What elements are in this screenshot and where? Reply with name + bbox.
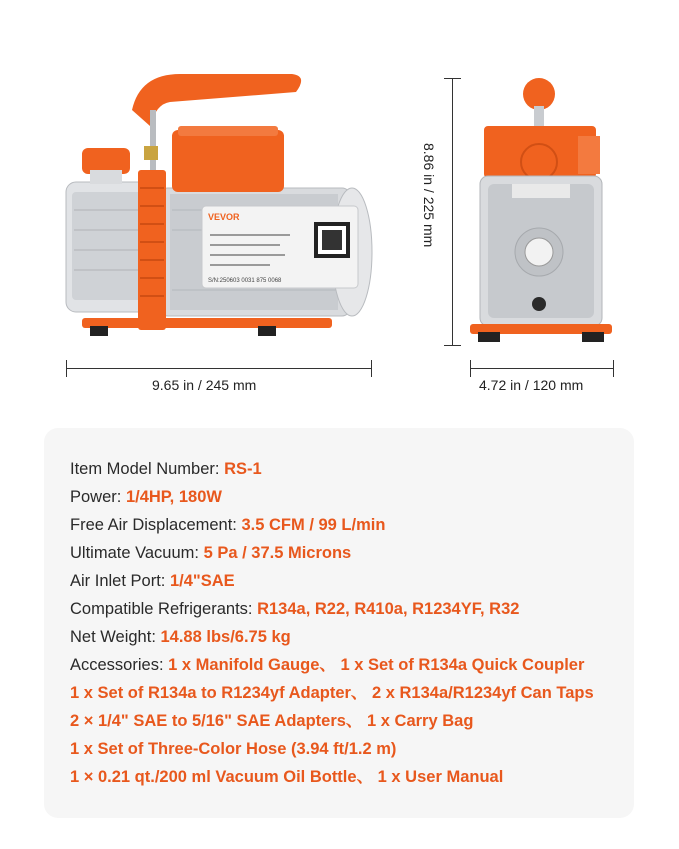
pump-side-view [60, 70, 380, 340]
spec-key: Net Weight: [70, 628, 161, 646]
accessories-line: 1 x Set of R134a to R1234yf Adapter、 2 x R134a/R1234yf Can Taps [70, 684, 594, 702]
spec-weight [70, 627, 291, 647]
spec-key: Compatible Refrigerants: [70, 600, 258, 618]
spec-key: Power: [70, 488, 126, 506]
spec-inlet [70, 571, 235, 591]
accessories-line: 2 × 1/4" SAE to 5/16" SAE Adapters、 1 x Carry Bag [70, 712, 474, 730]
height-label: 8.86 in / 225 mm [421, 143, 437, 248]
accessories-line: 1 × 0.21 qt./200 ml Vacuum Oil Bottle、 1 x User Manual [70, 768, 504, 786]
front-width-label: 4.72 in / 120 mm [479, 377, 584, 393]
spec-value: 5 Pa / 37.5 Microns [203, 544, 352, 562]
spec-model [70, 459, 262, 479]
side-width-dimension-line [66, 368, 372, 369]
side-width-label: 9.65 in / 245 mm [152, 377, 257, 393]
accessories-line: 1 x Set of Three-Color Hose (3.94 ft/1.2 m) [70, 740, 397, 758]
spec-key: Free Air Displacement: [70, 516, 242, 534]
spec-key: Item Model Number: [70, 460, 225, 478]
front-width-dimension-line [470, 368, 614, 369]
spec-value: RS-1 [224, 460, 262, 478]
spec-vacuum [70, 543, 351, 563]
spec-value: R134a, R22, R410a, R1234YF, R32 [257, 600, 520, 618]
spec-key: Air Inlet Port: [70, 572, 170, 590]
spec-value: 1/4"SAE [169, 572, 235, 590]
spec-refrigerants [70, 599, 519, 619]
spec-power [70, 487, 222, 507]
spec-value: 1/4HP, 180W [125, 488, 222, 506]
spec-key: Ultimate Vacuum: [70, 544, 204, 562]
spec-accessories [70, 655, 584, 675]
serial-text: S/N:250603 0031 875 0068 [208, 278, 282, 284]
pump-front-view [466, 76, 616, 346]
spec-key: Accessories: [70, 656, 169, 674]
spec-value: 1 x Manifold Gauge、 1 x Set of R134a Quick Coupler [168, 656, 585, 674]
brand-text: VEVOR [208, 212, 240, 222]
spec-value: 14.88 lbs/6.75 kg [160, 628, 291, 646]
spec-value: 3.5 CFM / 99 L/min [241, 516, 386, 534]
height-dimension-line [452, 78, 453, 346]
spec-displacement [70, 515, 385, 535]
